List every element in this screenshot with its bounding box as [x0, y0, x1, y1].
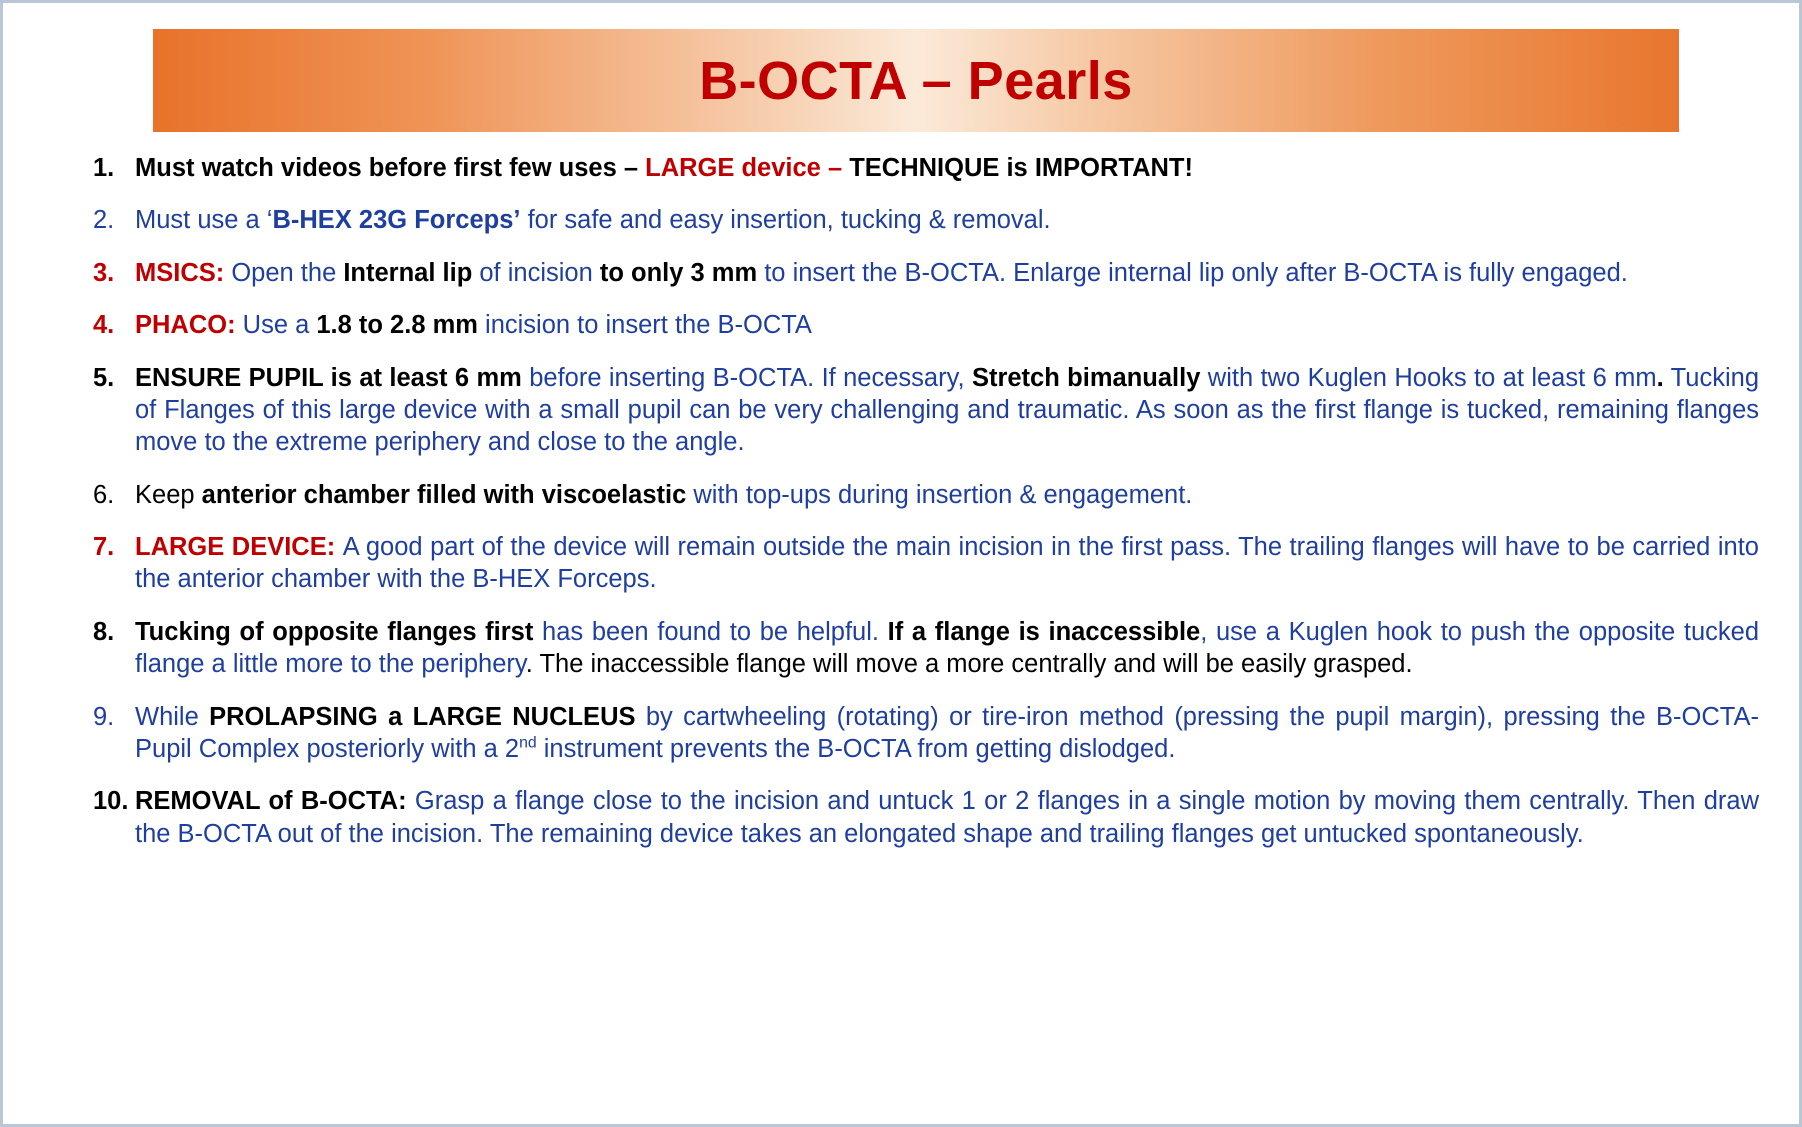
page-title: B-OCTA – Pearls	[699, 50, 1133, 111]
text-run: instrument prevents the B-OCTA from getting dislodged.	[536, 734, 1176, 763]
list-item	[93, 204, 1759, 236]
list-item-number: 2.	[93, 206, 115, 235]
text-run: with two Kuglen Hooks to at least 6 mm	[1207, 363, 1657, 392]
text-run: PROLAPSING a LARGE NUCLEUS	[209, 702, 646, 731]
text-run: ENSURE PUPIL is at least 6 mm	[135, 363, 530, 392]
text-run: Tucking of opposite flanges first	[135, 617, 543, 646]
text-run: LARGE device –	[645, 154, 850, 182]
text-run: by cartwheeling (rotating) or tire-iron method (pressing the pupil margin), pressing the B-OCTA-Pupil Complex posteriorly with a 2	[135, 702, 1759, 763]
text-run: Keep	[135, 480, 202, 509]
list-item-number: 9.	[93, 702, 115, 731]
text-run: anterior chamber filled with viscoelastic	[201, 480, 694, 509]
text-run: Must use a ‘	[135, 206, 273, 235]
text-run: Grasp a flange close to the incision and untuck 1 or 2 flanges in a single motion by moving them centrally. Then draw the B-OCTA out of the incision. The remaining device takes an elongated shape and trailing flanges get untucked spontaneously.	[135, 787, 1759, 848]
list-item	[93, 785, 1759, 850]
list-item-text	[135, 257, 1759, 289]
text-run: with top-ups during insertion & engagement.	[693, 480, 1193, 509]
text-run: REMOVAL of B-OCTA:	[135, 787, 415, 816]
list-item-text	[135, 204, 1759, 236]
list-item-number: 4.	[93, 311, 115, 340]
text-run: Open the	[231, 258, 344, 287]
text-run: PHACO:	[135, 311, 243, 340]
text-run: If a flange is inaccessible	[887, 617, 1201, 646]
text-run: incision to insert the B-OCTA	[485, 311, 812, 340]
list-item	[93, 616, 1759, 681]
list-item-text	[135, 309, 1759, 341]
text-run: Use a	[242, 311, 317, 340]
list-item	[93, 701, 1759, 766]
list-item	[93, 531, 1759, 596]
list-item-number: 10.	[93, 787, 129, 816]
title-banner	[153, 29, 1679, 132]
text-run: B-HEX 23G Forceps’	[272, 206, 521, 235]
list-item-text	[135, 616, 1759, 681]
list-item-number: 8.	[93, 617, 115, 646]
text-run: before inserting B-OCTA. If necessary,	[529, 363, 972, 392]
text-run: has been found to be helpful.	[542, 617, 888, 646]
list-item-text	[135, 152, 1759, 184]
list-item-number: 7.	[93, 533, 115, 561]
list-item-number: 1.	[93, 154, 115, 182]
list-item-number: 5.	[93, 363, 115, 392]
text-run: 1.8 to 2.8 mm	[316, 311, 486, 340]
text-run: .	[1656, 363, 1664, 392]
text-run: LARGE DEVICE:	[135, 533, 343, 561]
text-run: nd	[519, 734, 537, 752]
text-run: MSICS:	[135, 258, 232, 287]
text-run: TECHNIQUE is IMPORTANT!	[849, 154, 1193, 182]
text-run: to only 3 mm	[599, 258, 765, 287]
list-item	[93, 257, 1759, 289]
text-run: Stretch bimanually	[971, 363, 1208, 392]
text-run: of incision	[479, 258, 600, 287]
list-item-text	[135, 701, 1759, 766]
text-run: to insert the B-OCTA. Enlarge internal lip only after B-OCTA is fully engaged.	[764, 258, 1628, 287]
text-run: Tucking of Flanges of this large device with a small pupil can be very challenging and traumatic. As soon as the first flange is tucked, remaining flanges move to the extreme periphery and close to the angle.	[135, 363, 1760, 457]
list-item-text	[135, 362, 1759, 459]
text-run: Must watch videos before first few uses –	[135, 154, 646, 182]
list-item	[93, 362, 1759, 459]
text-run: for safe and easy insertion, tucking & removal.	[520, 206, 1051, 235]
text-run: . The inaccessible flange will move a more centrally and will be easily grasped.	[525, 650, 1413, 679]
text-run: A good part of the device will remain outside the main incision in the first pass. The trailing flanges will have to be carried into the anterior chamber with the B-HEX Forceps.	[135, 533, 1759, 594]
list-item-text	[135, 531, 1759, 596]
list-item-text	[135, 479, 1759, 511]
text-run: Internal lip	[343, 258, 480, 287]
list-item	[93, 479, 1759, 511]
text-run: , use a Kuglen hook to push the opposite tucked flange a little more to the periphery	[135, 617, 1759, 679]
list-item-number: 6.	[93, 480, 115, 509]
text-run: While	[135, 702, 210, 731]
list-item-number: 3.	[93, 258, 115, 287]
list-item	[93, 152, 1759, 184]
list-item	[93, 309, 1759, 341]
pearls-list	[93, 152, 1759, 850]
list-item-text	[135, 785, 1759, 850]
